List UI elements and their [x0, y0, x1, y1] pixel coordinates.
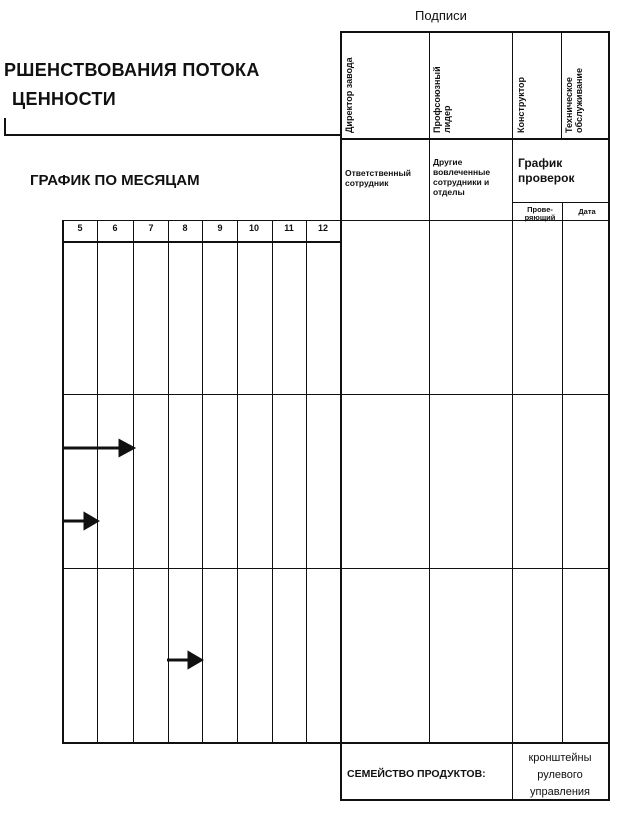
title-line-2: ЦЕННОСТИ: [12, 89, 117, 109]
arrow-3: [167, 653, 201, 667]
month-9: 9: [217, 223, 223, 233]
schedule-title: ГРАФИК ПО МЕСЯЦАМ: [30, 172, 200, 189]
reviewer-label: Прове-ряющий: [524, 205, 556, 222]
month-6: 6: [112, 223, 118, 233]
month-7: 7: [148, 223, 154, 233]
sig-col-union-leader-text: Профсоюзный лидер: [432, 66, 452, 133]
sig-col-designer: Конструктор: [516, 76, 526, 133]
arrow-2: [63, 514, 97, 528]
arrow-1: [63, 441, 133, 455]
title-line-1: РШЕНСТВОВАНИЯ ПОТОКА: [4, 60, 260, 80]
signatures-label: Подписи: [415, 8, 467, 23]
month-5: 5: [77, 223, 83, 233]
others-label: Другие вовлеченные сотрудники и отделы: [433, 157, 491, 197]
product-family-value: кронштейны рулевого управления: [528, 752, 592, 798]
sig-col-maintenance-text: Техническое обслуживание: [564, 68, 584, 133]
month-8: 8: [182, 223, 188, 233]
month-12: 12: [317, 223, 328, 233]
month-11: 11: [284, 223, 294, 233]
responsible-label: Ответственный сотрудник: [345, 168, 412, 188]
product-family-label: СЕМЕЙСТВО ПРОДУКТОВ:: [347, 768, 486, 780]
month-10: 10: [248, 223, 259, 233]
date-label: Дата: [578, 207, 596, 216]
review-schedule-label: График проверок: [518, 156, 575, 185]
sig-col-plant-director: Директор завода: [344, 57, 354, 133]
